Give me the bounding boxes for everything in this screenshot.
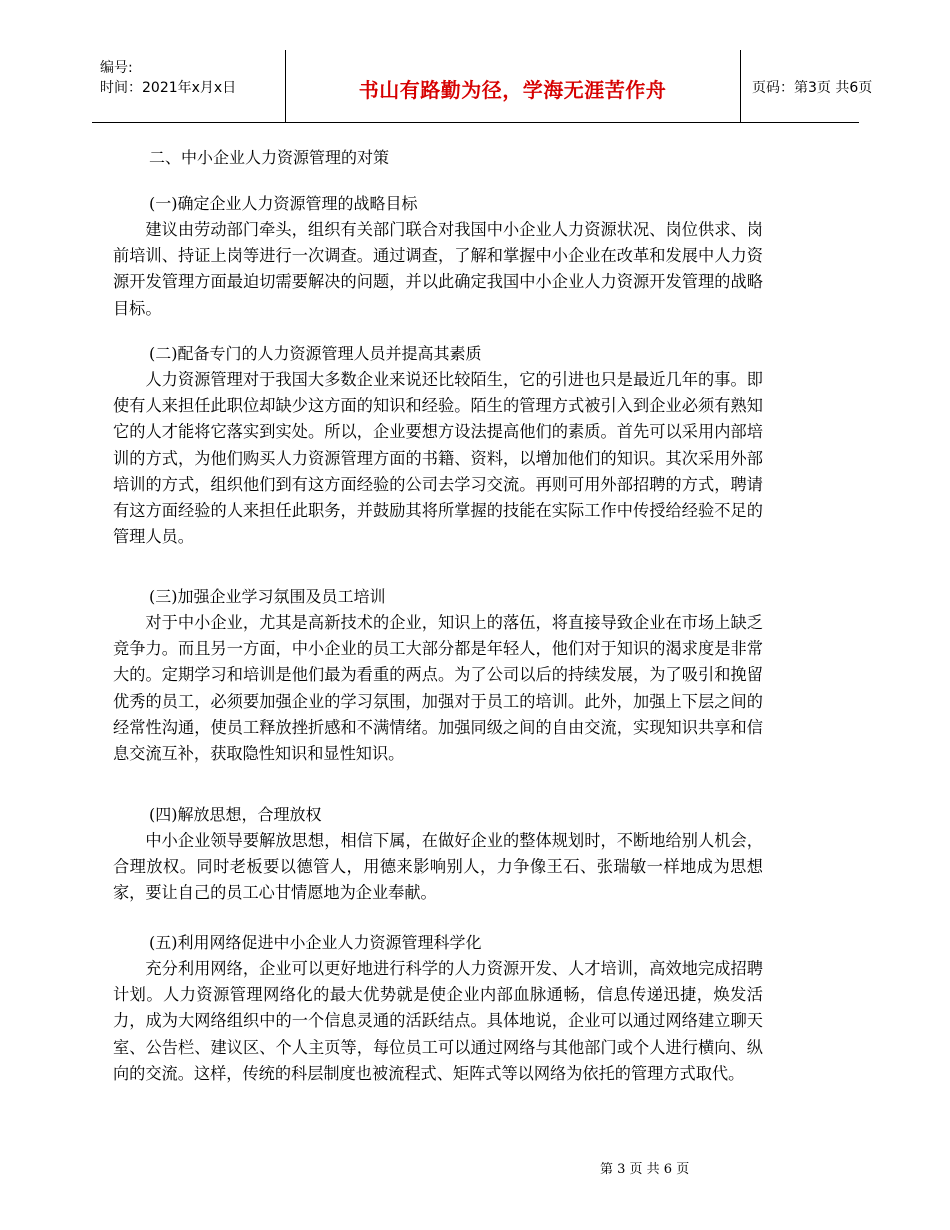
document-time-label: 时间：2021年x月x日 (100, 80, 237, 96)
header-page-cell (740, 50, 873, 122)
page-header (92, 50, 873, 123)
header-meta-cell (92, 50, 286, 122)
subsection-body-5: 充分利用网络，企业可以更好地进行科学的人力资源开发、人才培训，高效地完成招聘计划。人力资源管理网络化的最大优势就是使企业内部血脉通畅，信息传递迅捷，焕发活力，成为大网络组织中的一个信息灵通的活跃结点。具体地说，企业可以通过网络建立聊天室、公告栏、建议区、个人主页等，每位员工可以通过网络与其他部门或个人进行横向、纵向的交流。这样，传统的科层制度也被流程式、矩阵式等以网络为依托的管理方式取代。 (113, 959, 763, 1083)
subsection-title-5: (五)利用网络促进中小企业人力资源管理科学化 (149, 933, 482, 952)
document-number-label: 编号: (100, 60, 133, 76)
header-motto-cell (285, 50, 741, 122)
subsection-body-4: 中小企业领导要解放思想，相信下属，在做好企业的整体规划时，不断地给别人机会，合理放权。同时老板要以德管人，用德来影响别人，力争像王石、张瑞敏一样地成为思想家，要让自己的员工心甘情愿地为企业奉献。 (113, 831, 763, 903)
subsection-title-1: (一)确定企业人力资源管理的战略目标 (149, 194, 418, 213)
header-motto: 书山有路勤为径，学海无涯苦作舟 (358, 78, 667, 102)
header-page-number: 页码：第3页 共6页 (752, 80, 873, 96)
subsection-title-3: (三)加强企业学习氛围及员工培训 (149, 587, 386, 606)
subsection-title-2: (二)配备专门的人力资源管理人员并提高其素质 (149, 344, 482, 363)
subsection-body-3: 对于中小企业，尤其是高新技术的企业，知识上的落伍，将直接导致企业在市场上缺乏竞争力。而且另一方面，中小企业的员工大部分都是年轻人，他们对于知识的渴求度是非常大的。定期学习和培训是他们最为看重的两点。为了公司以后的持续发展，为了吸引和挽留优秀的员工，必须要加强企业的学习氛围，加强对于员工的培训。此外，加强上下层之间的经常性沟通，使员工释放挫折感和不满情绪。加强同级之间的自由交流，实现知识共享和信息交流互补，获取隐性知识和显性知识。 (113, 613, 763, 764)
section-title: 二、中小企业人力资源管理的对策 (149, 148, 390, 167)
subsection-body-1: 建议由劳动部门牵头，组织有关部门联合对我国中小企业人力资源状况、岗位供求、岗前培训、持证上岗等进行一次调查。通过调查，了解和掌握中小企业在改革和发展中人力资源开发管理方面最迫切需要解决的问题，并以此确定我国中小企业人力资源开发管理的战略目标。 (113, 220, 763, 318)
subsection-title-4: (四)解放思想，合理放权 (149, 805, 322, 824)
subsection-body-2: 人力资源管理对于我国大多数企业来说还比较陌生，它的引进也只是最近几年的事。即使有人来担任此职位却缺少这方面的知识和经验。陌生的管理方式被引入到企业必须有熟知它的人才能将它落实到实处。所以，企业要想方设法提高他们的素质。首先可以采用内部培训的方式，为他们购买人力资源管理方面的书籍、资料，以增加他们的知识。其次采用外部培训的方式，组织他们到有这方面经验的公司去学习交流。再则可用外部招聘的方式，聘请有这方面经验的人来担任此职务，并鼓励其将所掌握的技能在实际工作中传授给经验不足的管理人员。 (113, 370, 763, 547)
page-footer: 第 3 页 共 6 页 (600, 1162, 690, 1177)
